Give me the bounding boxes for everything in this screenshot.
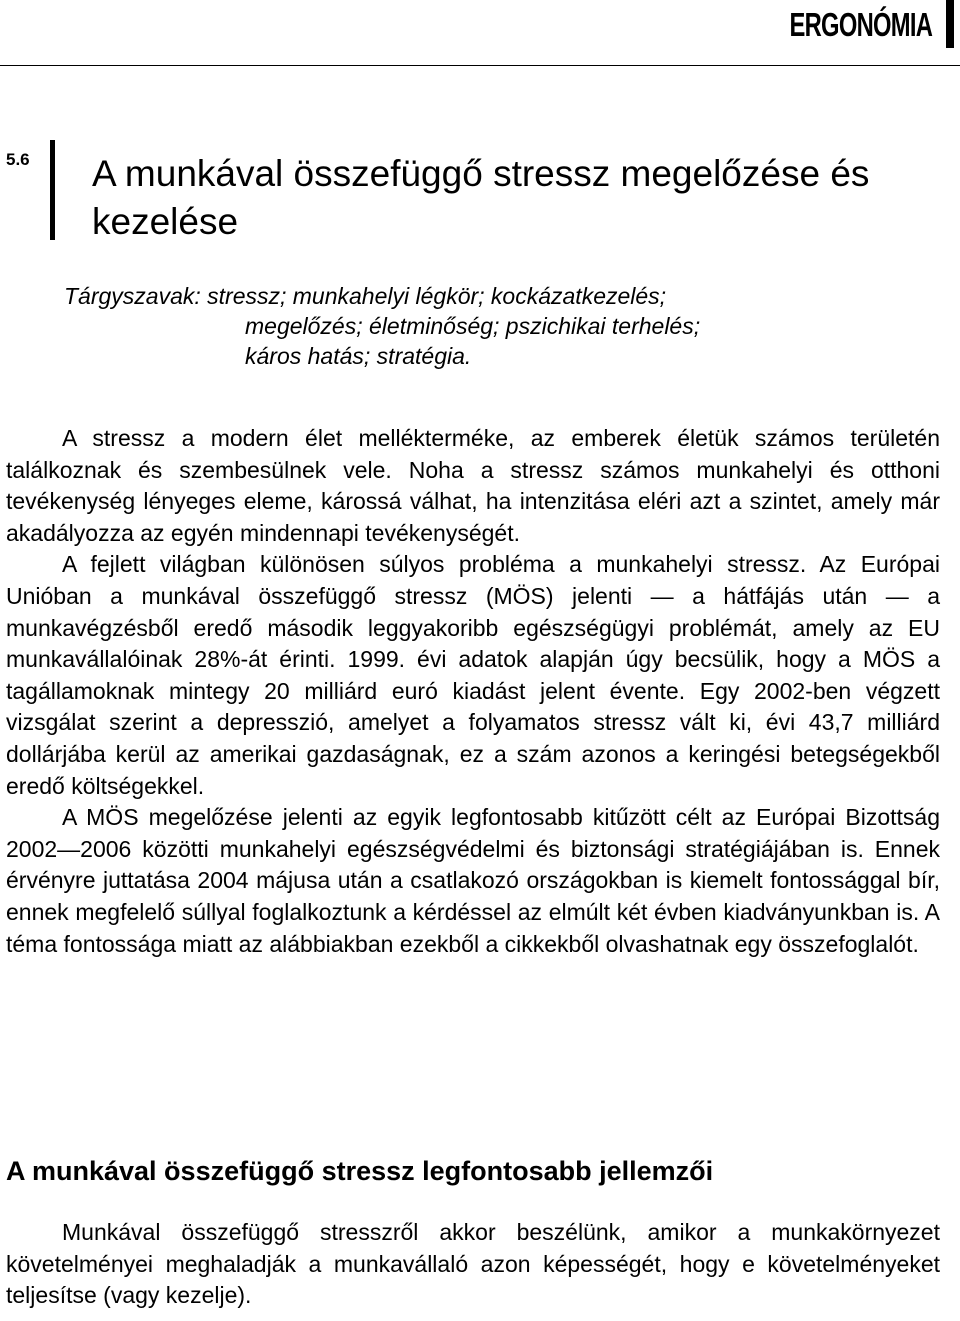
section-title: A munkával összefüggő stressz megelőzése és kezelése [92, 153, 870, 242]
body-text-2 [6, 1217, 940, 1312]
subheading: A munkával összefüggő stressz legfontosabb jellemzői [6, 1156, 714, 1186]
page-header [734, 0, 960, 48]
section-number: 5.6 [6, 150, 30, 169]
paragraph-1: A stressz a modern élet mellékterméke, az emberek életük számos területén találkoznak és szembesülnek vele. Noha a stressz számos munkahelyi és otthoni tevékenység lényeges eleme, károssá válhat, ha intenzitása eléri azt a szintet, amely már akadályozza az egyén mindennapi tevékenységét. [6, 425, 940, 546]
paragraph-2: A fejlett világban különösen súlyos probléma a munkahelyi stressz. Az Európai Unióban a munkával összefüggő stressz (MÖS) jelenti — a hátfájás után — a munkavégzésből eredő második leggyakoribb egészségügyi problémát, amely az EU munkavállalóinak 28%-át érinti. 1999. évi adatok alapján úgy becsülik, hogy a MÖS a tagállamoknak mintegy 20 milliárd euró kiadást jelent évente. Egy 2002-ben végzett vizsgálat szerint a depresszió, amelyet a folyamatos stressz vált ki, évi 43,7 milliárd dollárjába kerül az amerikai gazdaságnak, ez a szám azonos a keringési betegségekből eredő költségekkel. [6, 551, 940, 799]
keywords-line-3: káros hatás; stratégia. [245, 343, 472, 369]
keywords-line-1: Tárgyszavak: stressz; munkahelyi légkör; kockázatkezelés; [64, 283, 667, 309]
paragraph-3: A MÖS megelőzése jelenti az egyik legfontosabb kitűzött célt az Európai Bizottság 2002—2006 közötti munkahelyi egészségvédelmi és biztonsági stratégiájában is. Ennek érvényre juttatása 2004 májusa után a csatlakozó országokban is kiemelt fontossággal bír, ennek megfelelő súllyal foglalkoztunk a kérdéssel az elmúlt két évben kiadványunkban is. A téma fontossága miatt az alábbiakban ezekből a cikkekből olvashatnak egy összefoglalót. [6, 804, 940, 957]
section-bar-decoration [50, 140, 55, 240]
header-rule [0, 65, 960, 66]
keywords-block [64, 281, 864, 371]
header-title: ERGONÓMIA [789, 6, 932, 43]
paragraph-4: Munkával összefüggő stresszről akkor beszélünk, amikor a munkakörnyezet követelményei meghaladják a munkavállaló azon képességét, hogy e követelményeket teljesítse (vagy kezelje). [6, 1219, 940, 1309]
keywords-line-2: megelőzés; életminőség; pszichikai terhelés; [245, 313, 701, 339]
body-text [6, 423, 940, 960]
header-bar-decoration [946, 0, 954, 48]
